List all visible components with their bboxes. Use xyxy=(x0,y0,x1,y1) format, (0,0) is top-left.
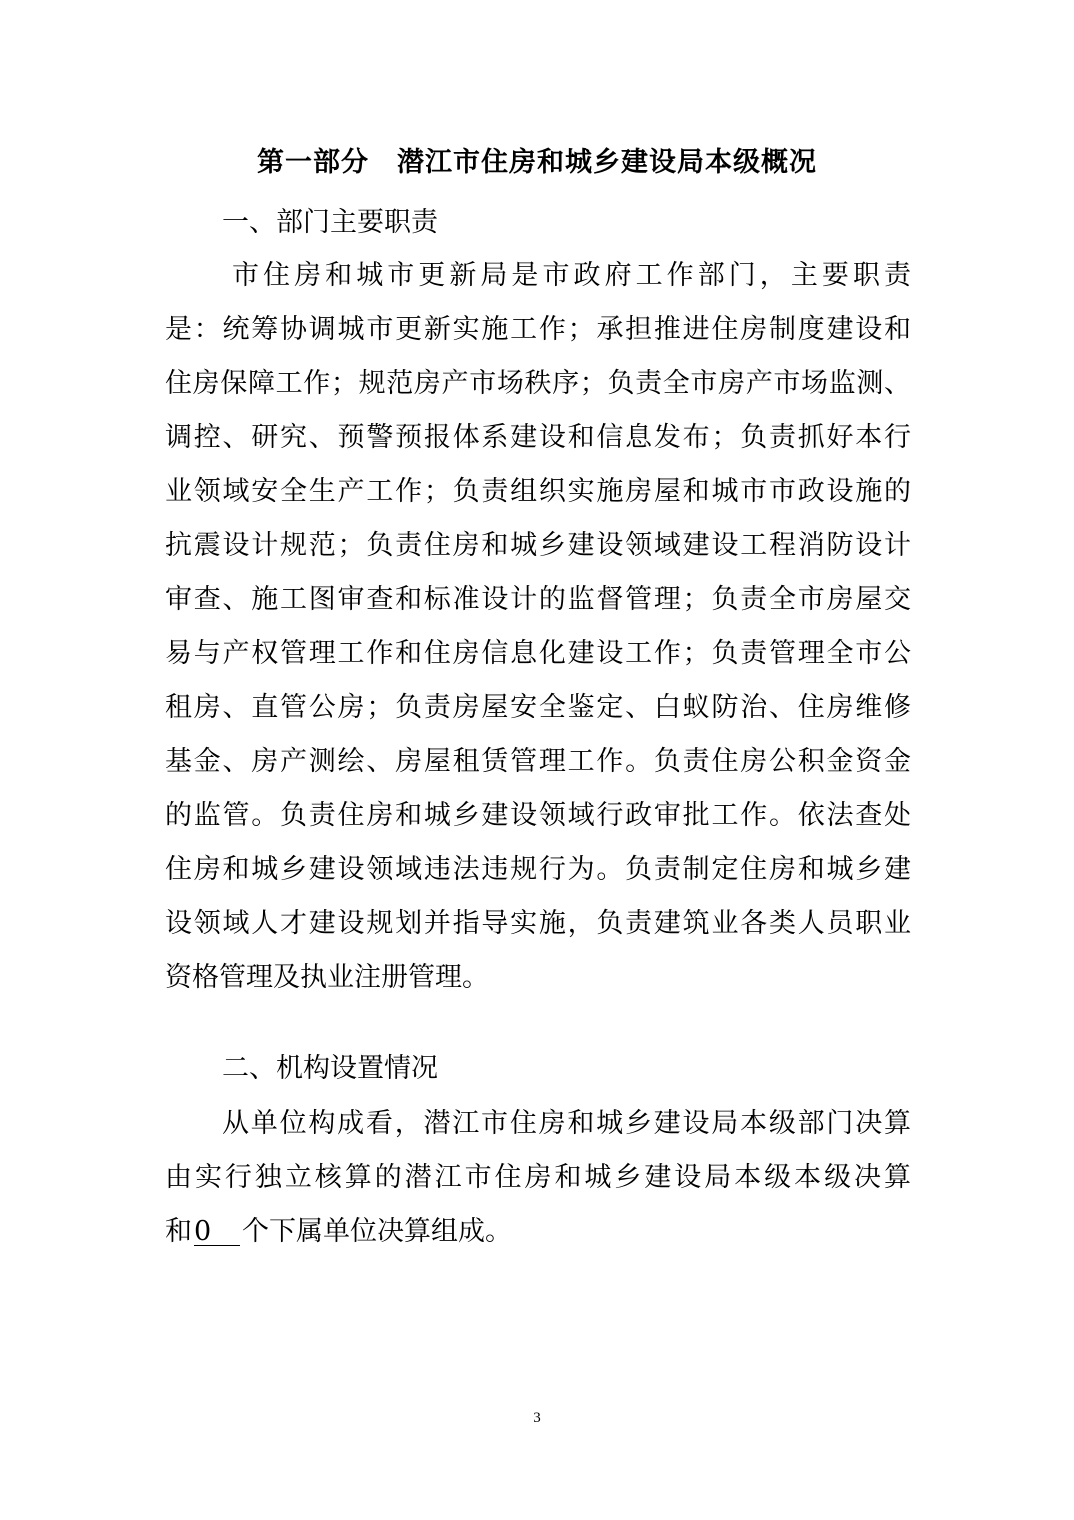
text-fragment: 个下属单位决算组成。 xyxy=(242,1216,512,1247)
page-number: 3 xyxy=(533,1410,541,1426)
paragraph-line: 审查、施工图审查和标准设计的监督管理；负责全市房屋交 xyxy=(165,584,911,615)
paragraph-line: 抗震设计规范；负责住房和城乡建设领域建设工程消防设计 xyxy=(165,530,911,561)
paragraph-line: 易与产权管理工作和住房信息化建设工作；负责管理全市公 xyxy=(165,638,911,669)
paragraph-line: 市住房和城市更新局是市政府工作部门，主要职责 xyxy=(232,260,911,291)
paragraph-line: 住房和城乡建设领域违法违规行为。负责制定住房和城乡建 xyxy=(165,854,911,885)
paragraph-line: 租房、直管公房；负责房屋安全鉴定、白蚁防治、住房维修 xyxy=(165,692,911,723)
page-title: 第一部分 潜江市住房和城乡建设局本级概况 xyxy=(257,147,817,178)
section-heading-duties: 一、部门主要职责 xyxy=(222,207,438,238)
paragraph-line: 设领域人才建设规划并指导实施，负责建筑业各类人员职业 xyxy=(165,908,911,939)
paragraph-line: 是：统筹协调城市更新实施工作；承担推进住房制度建设和 xyxy=(165,314,911,345)
paragraph-line-last xyxy=(165,1209,911,1248)
paragraph-line: 资格管理及执业注册管理。 xyxy=(165,962,489,993)
paragraph-line: 由实行独立核算的潜江市住房和城乡建设局本级本级决算 xyxy=(165,1162,911,1193)
paragraph-line: 基金、房产测绘、房屋租赁管理工作。负责住房公积金资金 xyxy=(165,746,911,777)
section-heading-organization: 二、机构设置情况 xyxy=(222,1053,438,1084)
paragraph-line: 住房保障工作；规范房产市场秩序；负责全市房产市场监测、 xyxy=(165,368,911,399)
text-fragment: 和 xyxy=(165,1216,192,1247)
paragraph-line: 调控、研究、预警预报体系建设和信息发布；负责抓好本行 xyxy=(165,422,911,453)
paragraph-line: 从单位构成看，潜江市住房和城乡建设局本级部门决算 xyxy=(222,1108,911,1139)
subunit-count-blank: 0 xyxy=(194,1219,240,1246)
paragraph-line: 业领域安全生产工作；负责组织实施房屋和城市市政设施的 xyxy=(165,476,911,507)
paragraph-line: 的监管。负责住房和城乡建设领域行政审批工作。依法查处 xyxy=(165,800,911,831)
